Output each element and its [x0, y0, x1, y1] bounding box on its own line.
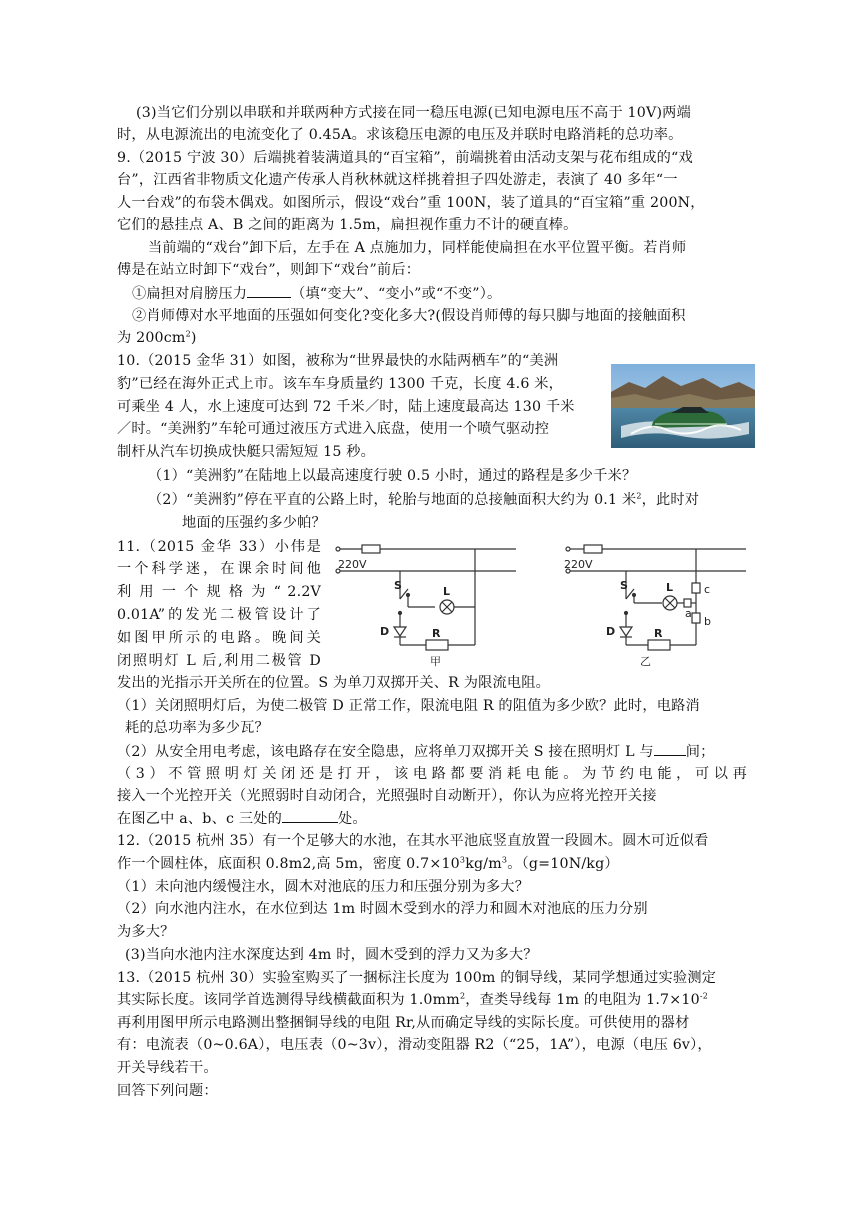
text-line: 发出的光指示开关所在的位置。S 为单刀双掷开关、R 为限流电阻。	[117, 675, 551, 691]
resistor-label: R	[432, 627, 441, 640]
text-line: 回答下列问题：	[117, 1083, 218, 1099]
point-c-label: c	[704, 583, 711, 596]
question-9-part-1: ①扁担对肩膀压力 （填“变大”、“变小”或“不变”）。	[132, 283, 501, 304]
text-line: 闭照明灯 L 后,利用二极管 D	[117, 653, 321, 669]
text-line: 在图乙中 a、b、c 三处的 处。	[117, 808, 367, 829]
text-line: 耗的总功率为多少瓦？	[125, 720, 269, 736]
text-line: 接入一个光控开关（光照弱时自动闭合，光照强时自动断开），你认为应将光控开关接	[117, 788, 657, 804]
question-10-heading: 10.（2015 金华 31）如图，被称为“世界最快的水陆两栖车”的“美洲	[117, 353, 559, 369]
text-line: 地面的压强约多少帕？	[182, 515, 326, 531]
voltage-label: 220V	[564, 558, 593, 571]
text-line: 利 用 一 个 规 格 为 “ 2.2V	[117, 584, 321, 600]
circuit-diagram-yi	[560, 537, 750, 672]
text-line: ／时。“美洲豹”车轮可通过液压方式进入底盘，使用一个喷气驱动控	[117, 421, 550, 437]
question-10-part-2: （2）“美洲豹”停在平直的公路上时，轮胎与地面的总接触面积大约为 0.1 米$^2$，此时对	[148, 491, 700, 508]
voltage-label: 220V	[338, 558, 367, 571]
answer-blank	[654, 741, 686, 756]
text-line: 0.01A”的发光二极管设计了	[117, 607, 321, 623]
figure-caption: 甲	[430, 655, 441, 668]
lamp-label: L	[666, 581, 674, 594]
text-line: 其实际长度。该同学首选测得导线横截面积为 $1.0mm^2$，查类导线每 1m 的电阻为 $1.7\times 10^{-2}$	[117, 991, 709, 1008]
text-line: 可乘坐 4 人，水上速度可达到 72 千米／时，陆上速度最高达 130 千米	[117, 399, 575, 415]
question-12-part-2: （2）向水池内注水，在水位到达 1m 时圆木受到水的浮力和圆木对池底的压力分别	[117, 901, 648, 917]
diode-label: D	[380, 625, 390, 638]
text-line: 时，从电源流出的电流变化了 0.45A。求该稳压电源的电压及并联时电路消耗的总功率。	[117, 127, 683, 143]
question-11-part-2: （2）从安全用电考虑，该电路存在安全隐患，应将单刀双掷开关 S 接在照明灯 L 与 间；	[117, 741, 715, 762]
figure-caption: 乙	[640, 655, 651, 668]
amphibious-car-photo	[611, 364, 755, 448]
point-b-label: b	[704, 615, 711, 628]
resistor-label: R	[654, 627, 663, 640]
text-line: 为多大？	[117, 924, 175, 940]
switch-label: S	[394, 579, 402, 592]
question-12-part-3: (3)当向水池内注水深度达到 4m 时，圆木受到的浮力又为多大？	[125, 947, 538, 963]
text-line: 再利用图甲所示电路测出整捆铜导线的电阻 Rr,从而确定导线的实际长度。可供使用的器材	[117, 1015, 690, 1031]
text-line: 制杆从汽车切换成快艇只需短短 15 秒。	[117, 444, 376, 460]
point-a-label: a	[685, 607, 692, 620]
text-line: (3)当它们分别以串联和并联两种方式接在同一稳压电源(已知电源电压不高于 10V)两端	[136, 105, 691, 121]
text-line: 有：电流表（0~0.6A），电压表（0~3v），滑动变阻器 R2（“25，1A”），电源（电压 6v），	[117, 1037, 712, 1053]
text-line: 台”，江西省非物质文化遗产传承人肖秋林就这样挑着担子四处游走，表演了 40 多年“一	[117, 172, 678, 188]
text-line: 作一个圆柱体，底面积 0.8m2,高 5m，密度 $0.7\times 10^3kg/m^3$。（g=10N/kg）	[117, 855, 619, 872]
question-12-part-1: （1）未向池内缓慢注水，圆木对池底的压力和压强分别为多大？	[117, 879, 530, 895]
text-line: 它们的悬挂点 A、B 之间的距离为 1.5m，扁担视作重力不计的硬直棒。	[117, 217, 578, 233]
text-line: 豹”已经在海外正式上市。该车车身质量约 1300 千克，长度 4.6 米，	[117, 376, 564, 392]
answer-blank	[247, 283, 291, 298]
switch-label: S	[620, 579, 628, 592]
text-line: 如图甲所示的电路。晚间关	[117, 630, 321, 646]
question-11-part-3: （3）不管照明灯关闭还是打开，该电路都要消耗电能。为节约电能，可以再	[117, 766, 747, 782]
question-10-part-1: （1）“美洲豹”在陆地上以最高速度行驶 0.5 小时，通过的路程是多少千米？	[148, 468, 637, 484]
question-9-part-2: ②肖师傅对水平地面的压强如何变化?变化多大?(假设肖师傅的每只脚与地面的接触面积	[132, 308, 686, 324]
question-11-part-1: （1）关闭照明灯后，为使二极管 D 正常工作，限流电阻 R 的阻值为多少欧？此时，电路消	[117, 698, 700, 714]
question-11-heading: 11.（2015 金华 33）小伟是	[117, 539, 321, 555]
text-line: 一个科学迷，在课余时间他	[117, 561, 321, 577]
question-12-heading: 12.（2015 杭州 35）有一个足够大的水池，在其水平池底竖直放置一段圆木。圆木可近似看	[117, 833, 709, 849]
text-line: 开关导线若干。	[117, 1060, 218, 1076]
circuit-diagram-jia	[330, 537, 520, 672]
question-13-heading: 13.（2015 杭州 30）实验室购买了一捆标注长度为 100m 的铜导线，某同学想通过实验测定	[117, 970, 717, 986]
question-9-heading: 9.（2015 宁波 30）后端挑着装满道具的“百宝箱”，前端挑着由活动支架与花布组成的“戏	[117, 150, 693, 166]
text-line: 傅是在站立时卸下“戏台”，则卸下“戏台”前后：	[117, 262, 421, 278]
answer-blank	[282, 808, 338, 823]
text-line: 当前端的“戏台”卸下后，左手在 A 点施加力，同样能使扁担在水平位置平衡。若肖师	[148, 240, 687, 256]
text-line: 人一台戏”的布袋木偶戏。如图所示，假设“戏台”重 100N，装了道具的“百宝箱”重 200N，	[117, 195, 705, 211]
diode-label: D	[606, 625, 616, 638]
lamp-label: L	[443, 585, 451, 598]
text-line: 为 $200cm^2$)	[117, 329, 197, 346]
